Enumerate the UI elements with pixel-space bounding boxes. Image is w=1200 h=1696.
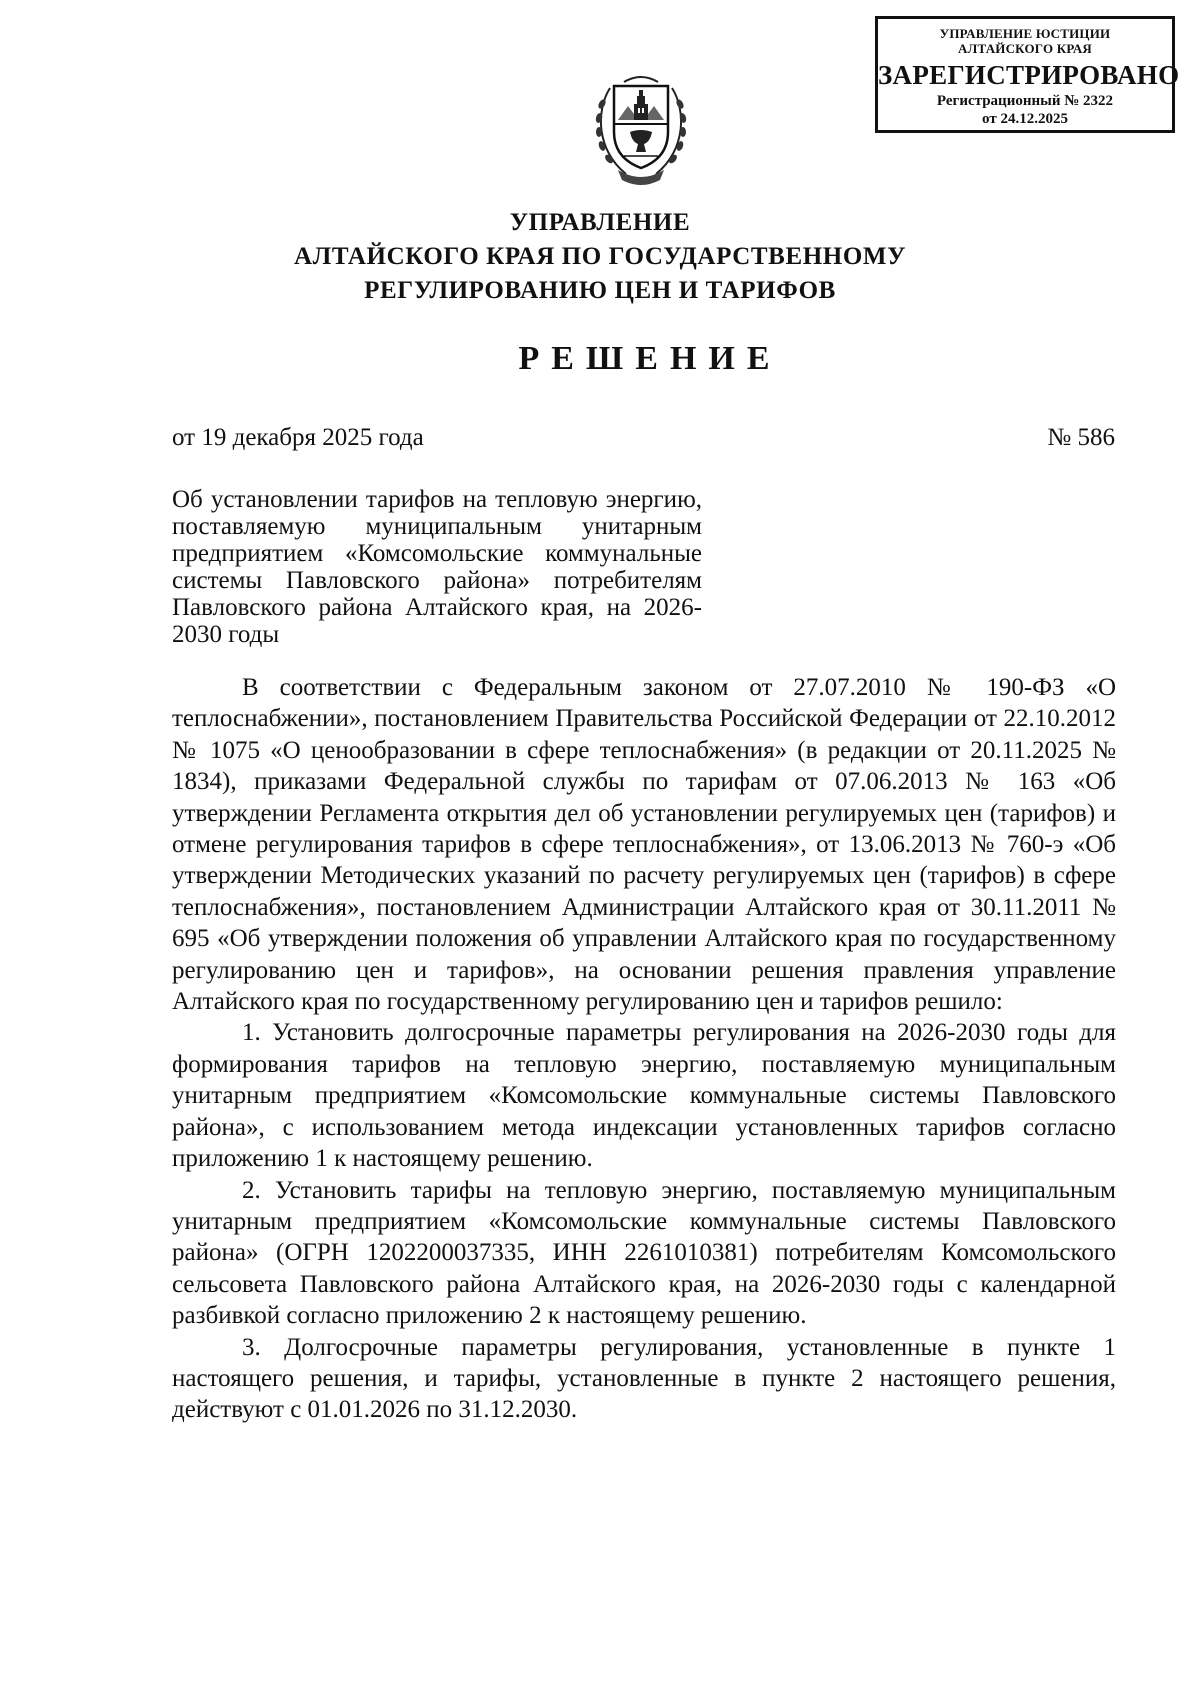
item-1-paragraph: 1. Установить долгосрочные параметры регулирования на 2026-2030 годы для формирования тарифов на тепловую энергию, поставляемую муниципальным унитарным предприятием «Комсомольские коммунальные системы Павловского района», с использованием метода индексации установленных тарифов согласно приложению 1 к настоящему решению.	[172, 1019, 1116, 1173]
document-subject: Об установлении тарифов на тепловую энергию, поставляемую муниципальным унитарным предприятием «Комсомольские коммунальные системы Павловского района» потребителям Павловского района Алтайского края, на 2026-2030 годы	[172, 486, 702, 648]
preamble-paragraph: В соответствии с Федеральным законом от 27.07.2010 № 190-ФЗ «О теплоснабжении», постановлением Правительства Российской Федерации от 22.10.2012 № 1075 «О ценообразовании в сфере теплоснабжения» (в редакции от 20.11.2025 № 1834), приказами Федеральной службы по тарифам от 07.06.2013 № 163 «Об утверждении Регламента открытия дел об установлении регулируемых цен (тарифов) и отмене регулирования тарифов в сфере теплоснабжения», от 13.06.2013 № 760-э «Об утверждении Методических указаний по расчету регулируемых цен (тарифов) в сфере теплоснабжения», постановлением Администрации Алтайского края от 30.11.2011 № 695 «Об утверждении положения об управлении Алтайского края по государственному регулированию цен и тарифов», на основании решения правления управление Алтайского края по государственному регулированию цен и тарифов решило:	[172, 674, 1116, 1016]
document-type-title: РЕШЕНИЕ	[518, 340, 782, 377]
document-body	[172, 672, 1116, 1426]
org-line-1: УПРАВЛЕНИЕ	[509, 209, 691, 236]
registration-stamp	[875, 16, 1180, 133]
org-line-3: РЕГУЛИРОВАНИЮ ЦЕН И ТАРИФОВ	[364, 277, 836, 304]
organization-name	[0, 206, 1200, 308]
stamp-reg-number: Регистрационный № 2322	[936, 93, 1114, 109]
stamp-reg-date: от 24.12.2025	[982, 111, 1068, 127]
altai-krai-coat-of-arms-icon	[588, 70, 694, 190]
document-number: № 586	[1047, 424, 1115, 451]
document-date: от 19 декабря 2025 года	[172, 424, 424, 451]
org-line-2: АЛТАЙСКОГО КРАЯ ПО ГОСУДАРСТВЕННОМУ	[293, 243, 907, 270]
stamp-status: ЗАРЕГИСТРИРОВАНО	[878, 60, 1180, 90]
item-2-paragraph: 2. Установить тарифы на тепловую энергию, поставляемую муниципальным унитарным предприятием «Комсомольские коммунальные системы Павловского района» (ОГРН 1202200037335, ИНН 2261010381) потребителям Комсомольского сельсовета Павловского района Алтайского края, на 2026-2030 годы с календарной разбивкой согласно приложению 2 к настоящему решению.	[172, 1176, 1116, 1330]
stamp-org-line-2: АЛТАЙСКОГО КРАЯ	[958, 41, 1092, 56]
item-3-paragraph: 3. Долгосрочные параметры регулирования, установленные в пункте 1 настоящего решения, и тарифы, установленные в пункте 2 настоящего решения, действуют с 01.01.2026 по 31.12.2030.	[172, 1333, 1116, 1424]
stamp-org-line-1: УПРАВЛЕНИЕ ЮСТИЦИИ	[939, 26, 1111, 41]
